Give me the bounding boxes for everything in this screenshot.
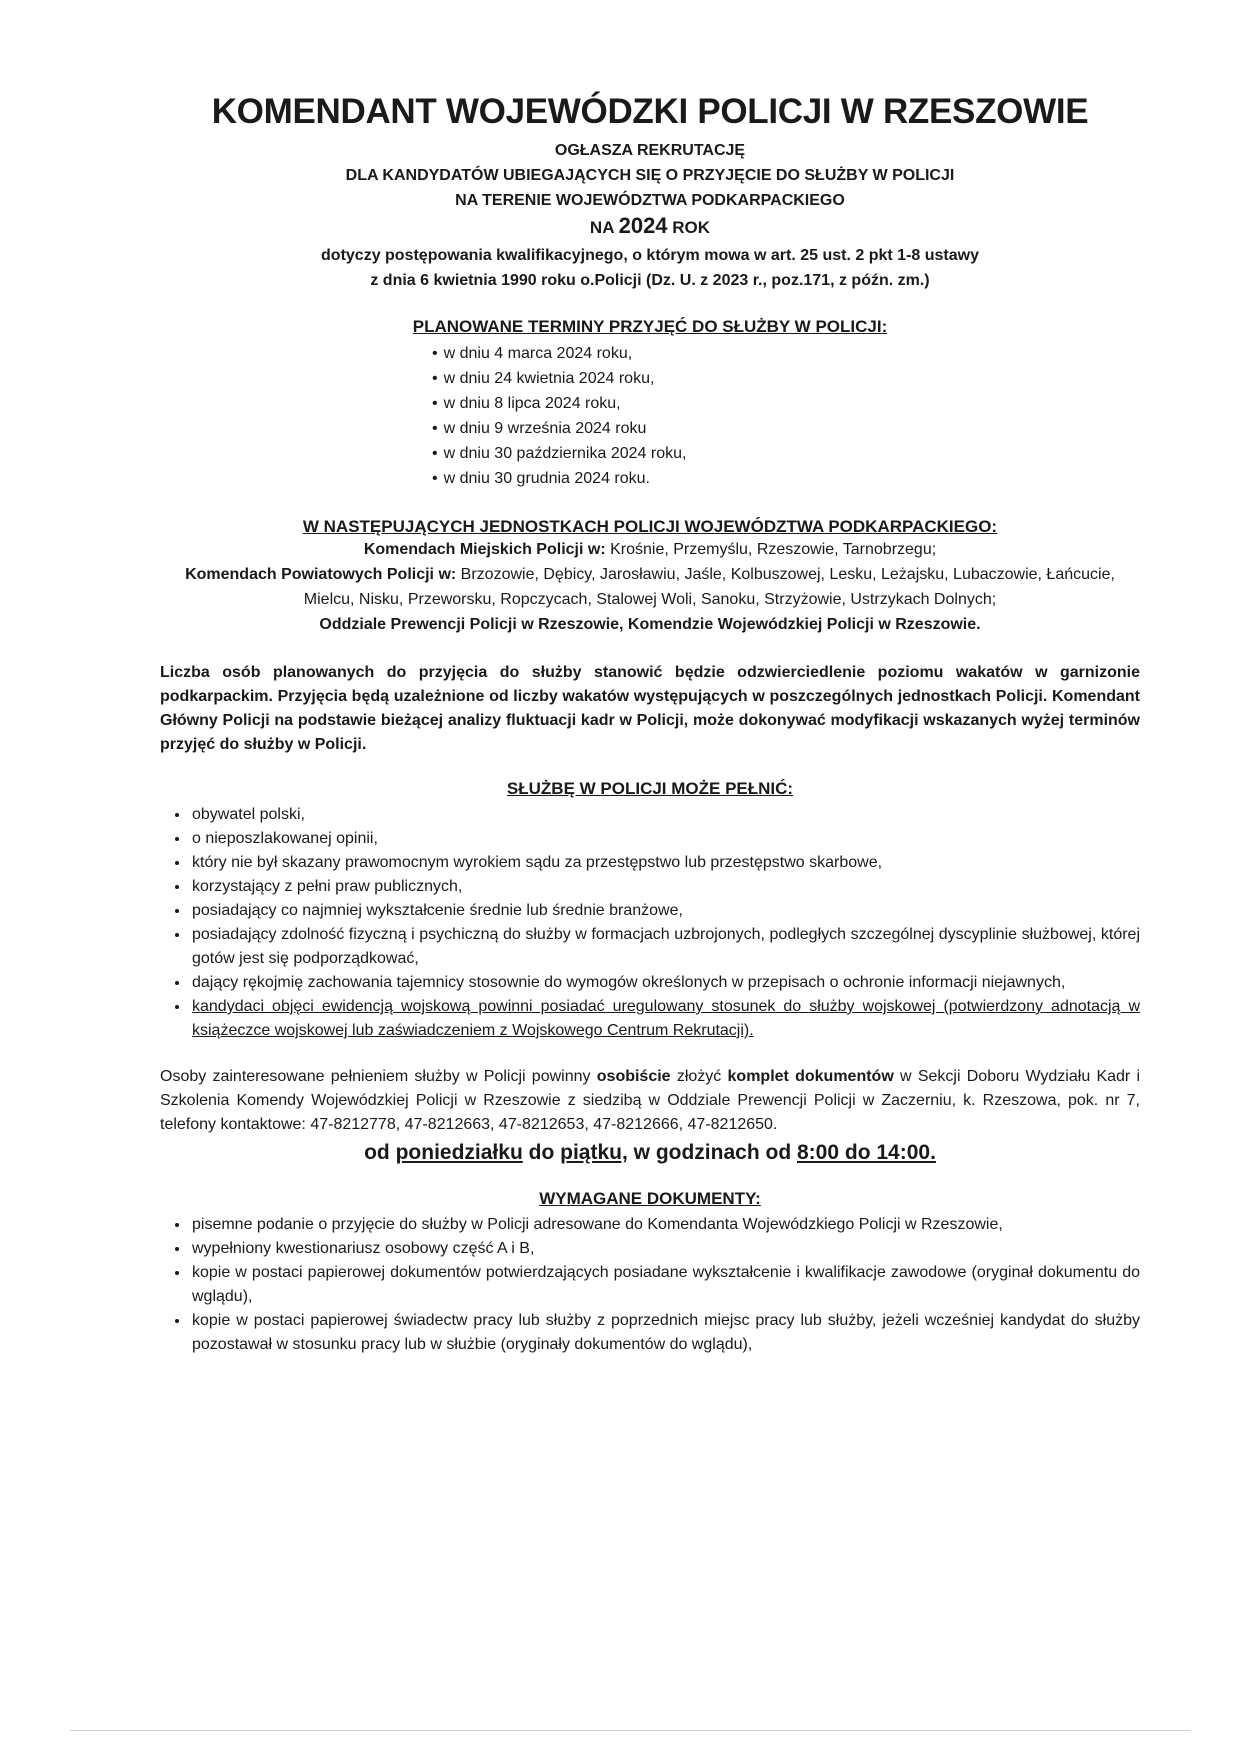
list-item: • posiadający zdolność fizyczną i psychiczną do służby w formacjach uzbrojonych, podległych szczególnej dyscyplinie służbowej, której gotów jest się podporządkować, [190,923,1140,971]
list-item: • w dniu 9 września 2024 roku [432,416,1140,441]
list-item: • o nieposzlakowanej opinii, [190,827,1140,851]
year-prefix: NA [589,218,614,237]
contact-text-d: komplet dokumentów [727,1068,894,1085]
hours-b: poniedziałku [395,1141,523,1164]
list-item: • w dniu 8 lipca 2024 roku, [432,391,1140,416]
list-item: • w dniu 4 marca 2024 roku, [432,341,1140,366]
list-item: • wypełniony kwestionariusz osobowy część A i B, [190,1237,1140,1261]
contact-text-e: w Sekcji Doboru Wydziału Kadr i Szkolenia Komendy Wojewódzkiej Policji w Rzeszowie z siedzibą w Oddziale Prewencji Policji w Zaczerniu, k. Rzeszowa, pok. nr 7, telefony kontaktowe: 47-8212778, 47-8212663, 47-8212653, 47-8212666, 47-8212650. [160,1068,1141,1133]
legal-line-1: dotyczy postępowania kwalifikacyjnego, o którym mowa w art. 25 ust. 2 pkt 1-8 ustawy [321,247,979,264]
eligibility-heading: SŁUŻBĘ W POLICJI MOŻE PEŁNIĆ: [506,779,794,798]
units-city-label: Komendach Miejskich Policji w: [363,541,606,558]
units-heading: W NASTĘPUJĄCYCH JEDNOSTKACH POLICJI WOJEWÓDZTWA PODKARPACKIEGO: [302,517,998,536]
military-note: • kandydaci objęci ewidencją wojskową powinni posiadać uregulowany stosunek do służby wojskowej (potwierdzony adnotacją w książeczce wojskowej lub zaświadczeniem z Wojskowego Centrum Rekrutacji). [190,995,1140,1043]
list-item: • w dniu 30 grudnia 2024 roku. [432,466,1140,491]
units-county-label: Komendach Powiatowych Policji w: [185,566,457,583]
subtitle-recruitment: OGŁASZA REKRUTACJĘ [554,142,746,159]
contact-text-a: Osoby zainteresowane pełnieniem służby w Policji powinny [160,1068,591,1085]
vacancy-paragraph: Liczba osób planowanych do przyjęcia do służby stanowić będzie odzwierciedlenie poziomu wakatów w garnizonie podkarpackim. Przyjęcia będą uzależnione od liczby wakatów występujących w poszczególnych jednostkach Policji. Komendant Główny Policji na podstawie bieżącej analizy fluktuacji kadr w Policji, może dokonywać modyfikacji wskazanych wyżej terminów przyjęć do służby w Policji. [160,664,1140,753]
terms-list [432,341,1140,491]
list-item: • kopie w postaci papierowej dokumentów potwierdzających posiadane wykształcenie i kwalifikacje zawodowe (oryginał dokumentu do wglądu), [190,1261,1140,1309]
contact-paragraph [160,1065,1140,1137]
terms-heading: PLANOWANE TERMINY PRZYJĘĆ DO SŁUŻBY W POLICJI: [412,317,888,336]
hours-f: 8:00 do 14:00. [797,1141,936,1164]
list-item: • w dniu 30 października 2024 roku, [432,441,1140,466]
list-item: • pisemne podanie o przyjęcie do służby w Policji adresowane do Komendanta Wojewódzkiego Policji w Rzeszowie, [190,1213,1140,1237]
units-city-list: Krośnie, Przemyślu, Rzeszowie, Tarnobrzegu; [610,541,937,558]
year-suffix: ROK [672,218,711,237]
units-city [160,537,1140,562]
contact-text-b: osobiście [596,1068,671,1085]
list-item: • w dniu 24 kwietnia 2024 roku, [432,366,1140,391]
units-county [160,562,1140,612]
units-other: Oddziale Prewencji Policji w Rzeszowie, Komendzie Wojewódzkiej Policji w Rzeszowie. [319,616,981,633]
list-item: • dający rękojmię zachowania tajemnicy stosownie do wymogów określonych w przepisach o ochronie informacji niejawnych, [190,971,1140,995]
contact-text-c: złożyć [676,1068,722,1085]
documents-heading: WYMAGANE DOKUMENTY: [539,1189,761,1208]
list-item: • korzystający z pełni praw publicznych, [190,875,1140,899]
year-value: 2024 [618,213,668,238]
hours-e: w godzinach od [633,1141,792,1164]
subtitle-candidates: DLA KANDYDATÓW UBIEGAJĄCYCH SIĘ O PRZYJĘCIE DO SŁUŻBY W POLICJI [345,167,955,184]
subtitle-year [160,213,1140,241]
list-item: • kopie w postaci papierowej świadectw pracy lub służby z poprzednich miejsc pracy lub służby, jeżeli wcześniej kandydat do służby pozostawał w stosunku pracy lub w służbie (oryginały dokumentów do wglądu), [190,1309,1140,1357]
hours-d: piątku, [560,1141,628,1164]
list-item: • obywatel polski, [190,803,1140,827]
list-item: • który nie był skazany prawomocnym wyrokiem sądu za przestępstwo lub przestępstwo skarbowe, [190,851,1140,875]
hours-a: od [364,1141,390,1164]
eligibility-list [160,803,1140,1043]
hours-c: do [528,1141,555,1164]
units-county-list: Brzozowie, Dębicy, Jarosławiu, Jaśle, Kolbuszowej, Lesku, Leżajsku, Lubaczowie, Łańcucie, Mielcu, Nisku, Przeworsku, Ropczycach, Stalowej Woli, Sanoku, Strzyżowie, Ustrzykach Dolnych; [303,566,1115,608]
units-block [160,537,1140,637]
office-hours [160,1141,1140,1165]
page-title: KOMENDANT WOJEWÓDZKI POLICJI W RZESZOWIE [211,92,1089,131]
legal-basis [160,243,1140,293]
scan-edge-line [70,1730,1190,1731]
list-item: • posiadający co najmniej wykształcenie średnie lub średnie branżowe, [190,899,1140,923]
subtitle-region: NA TERENIE WOJEWÓDZTWA PODKARPACKIEGO [455,192,845,209]
legal-line-2: z dnia 6 kwietnia 1990 roku o.Policji (Dz. U. z 2023 r., poz.171, z późn. zm.) [370,272,930,289]
documents-list [160,1213,1140,1357]
